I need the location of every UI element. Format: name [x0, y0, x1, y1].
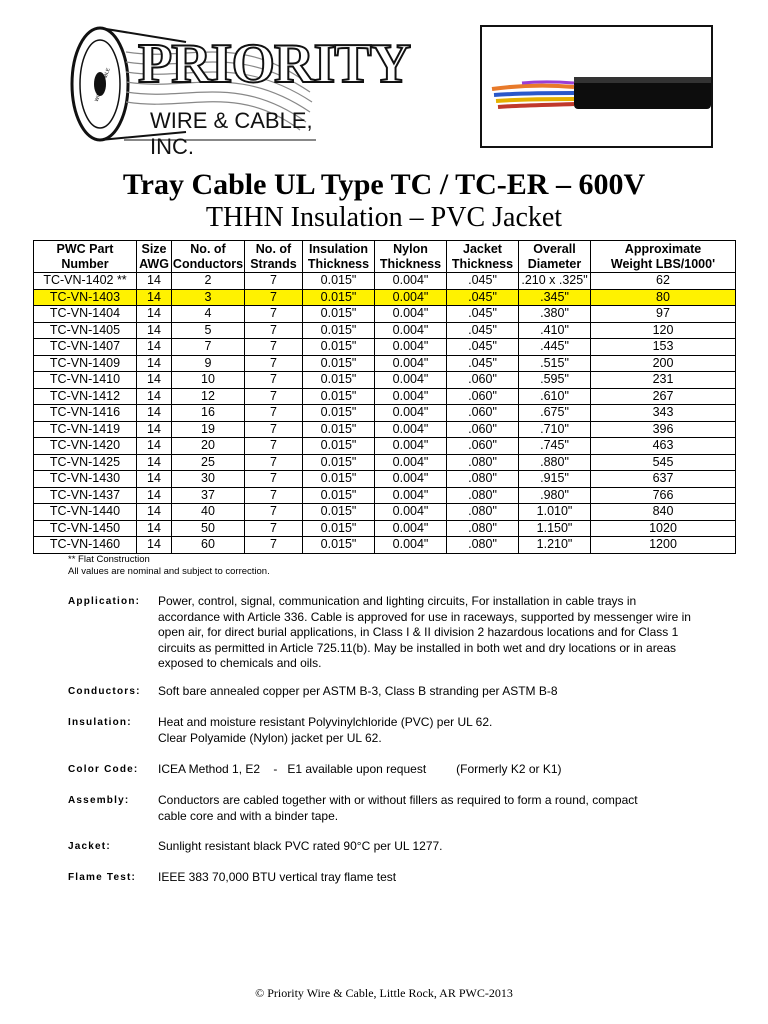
spec-text: Power, control, signal, communication and lighting circuits, For installation in cable trays in accordance with Article 336. Cable is approved for use in raceways, supported by messenger wire in open air, for direct burial applications, in Class I & II division 2 hazardous locations and for Class 1 circuits as permitted in Article 725.11(b). May be installed in both wet and dry locations or in areas exposed to chemicals and oils.	[158, 594, 691, 670]
table-cell: 14	[137, 355, 172, 372]
table-cell: 14	[137, 339, 172, 356]
table-cell: 7	[245, 504, 303, 521]
column-header-line: AWG	[139, 256, 169, 271]
spec-label: Assembly:	[68, 795, 130, 806]
table-cell: .595"	[519, 372, 591, 389]
column-header	[172, 241, 245, 273]
table-cell: .080"	[447, 471, 519, 488]
table-cell: 545	[591, 454, 736, 471]
table-cell: .080"	[447, 454, 519, 471]
spec-text: Soft bare annealed copper per ASTM B-3, Class B stranding per ASTM B-8	[158, 684, 558, 698]
table-cell: .080"	[447, 504, 519, 521]
column-header-line: Strands	[250, 256, 297, 271]
table-cell: .380"	[519, 306, 591, 323]
page-footer: © Priority Wire & Cable, Little Rock, AR PWC-2013	[255, 986, 513, 1000]
table-cell: .045"	[447, 355, 519, 372]
column-header-line: Conductors	[172, 256, 244, 271]
logo-wordmark: PRIORITY	[138, 33, 411, 95]
table-cell: .210 x .325"	[519, 273, 591, 290]
table-cell: TC-VN-1403	[34, 289, 137, 306]
column-header-line: Thickness	[451, 256, 514, 271]
table-cell: .410"	[519, 322, 591, 339]
table-cell: 7	[245, 273, 303, 290]
table-cell: 153	[591, 339, 736, 356]
table-cell: .060"	[447, 421, 519, 438]
logo-subtitle: WIRE & CABLE, INC.	[150, 108, 313, 159]
table-row	[34, 273, 736, 290]
table-cell: 7	[245, 289, 303, 306]
table-cell: .610"	[519, 388, 591, 405]
footnote-nominal: All values are nominal and subject to correction.	[68, 566, 270, 577]
table-cell: 14	[137, 322, 172, 339]
table-cell: 0.004"	[375, 306, 447, 323]
table-row	[34, 504, 736, 521]
column-header-line: Diameter	[527, 256, 582, 271]
table-cell: .060"	[447, 372, 519, 389]
column-header	[137, 241, 172, 273]
table-cell: 120	[591, 322, 736, 339]
table-cell: .045"	[447, 306, 519, 323]
table-row	[34, 454, 736, 471]
column-header	[591, 241, 736, 273]
table-cell: 7	[245, 372, 303, 389]
table-cell: 0.015"	[303, 405, 375, 422]
table-cell: 16	[172, 405, 245, 422]
table-cell: TC-VN-1425	[34, 454, 137, 471]
table-cell: TC-VN-1419	[34, 421, 137, 438]
table-row	[34, 289, 736, 306]
table-cell: 1.210"	[519, 537, 591, 554]
table-cell: 97	[591, 306, 736, 323]
table-cell: 9	[172, 355, 245, 372]
table-cell: 14	[137, 421, 172, 438]
table-cell: 343	[591, 405, 736, 422]
table-cell: TC-VN-1409	[34, 355, 137, 372]
table-cell: 0.015"	[303, 355, 375, 372]
spec-label: Conductors:	[68, 686, 141, 697]
table-cell: 637	[591, 471, 736, 488]
spec-table	[33, 240, 736, 554]
table-cell: TC-VN-1416	[34, 405, 137, 422]
table-cell: 0.015"	[303, 339, 375, 356]
table-cell: 14	[137, 520, 172, 537]
table-cell: 1.150"	[519, 520, 591, 537]
column-header-line: Thickness	[379, 256, 442, 271]
table-cell: 7	[245, 537, 303, 554]
table-cell: 463	[591, 438, 736, 455]
table-cell: 7	[245, 421, 303, 438]
table-cell: 7	[245, 405, 303, 422]
table-cell: 0.004"	[375, 537, 447, 554]
column-header	[245, 241, 303, 273]
table-cell: .880"	[519, 454, 591, 471]
table-row	[34, 355, 736, 372]
table-cell: 1200	[591, 537, 736, 554]
table-cell: 7	[245, 454, 303, 471]
table-cell: 0.015"	[303, 471, 375, 488]
spec-text: ICEA Method 1, E2 - E1 available upon request (Formerly K2 or K1)	[158, 762, 562, 776]
table-cell: 766	[591, 487, 736, 504]
table-cell: .060"	[447, 405, 519, 422]
footnote-flat: ** Flat Construction	[68, 554, 150, 565]
table-cell: 0.015"	[303, 487, 375, 504]
table-row	[34, 487, 736, 504]
table-cell: 0.015"	[303, 504, 375, 521]
spec-label: Jacket:	[68, 841, 111, 852]
spec-label: Flame Test:	[68, 872, 137, 883]
table-cell: TC-VN-1410	[34, 372, 137, 389]
column-header	[303, 241, 375, 273]
table-cell: 0.015"	[303, 306, 375, 323]
table-cell: 0.015"	[303, 289, 375, 306]
table-cell: .045"	[447, 273, 519, 290]
table-cell: TC-VN-1404	[34, 306, 137, 323]
table-cell: .045"	[447, 289, 519, 306]
table-cell: 231	[591, 372, 736, 389]
table-row	[34, 405, 736, 422]
column-header-line: No. of	[190, 242, 226, 256]
company-logo	[66, 22, 411, 159]
table-cell: TC-VN-1450	[34, 520, 137, 537]
table-cell: TC-VN-1437	[34, 487, 137, 504]
table-cell: 10	[172, 372, 245, 389]
table-cell: 7	[172, 339, 245, 356]
table-row	[34, 372, 736, 389]
column-header-line: Jacket	[463, 242, 502, 256]
table-cell: .060"	[447, 388, 519, 405]
column-header-line: Overall	[533, 242, 576, 256]
table-cell: 0.015"	[303, 421, 375, 438]
table-cell: .515"	[519, 355, 591, 372]
table-row	[34, 520, 736, 537]
table-cell: .445"	[519, 339, 591, 356]
table-cell: 7	[245, 438, 303, 455]
table-cell: 0.004"	[375, 405, 447, 422]
table-header-row	[34, 241, 736, 273]
table-cell: 20	[172, 438, 245, 455]
table-cell: 0.004"	[375, 339, 447, 356]
table-cell: 7	[245, 487, 303, 504]
table-cell: 0.004"	[375, 438, 447, 455]
table-cell: 14	[137, 471, 172, 488]
table-cell: 14	[137, 273, 172, 290]
table-cell: 7	[245, 306, 303, 323]
column-header-line: Insulation	[308, 242, 369, 256]
table-cell: 2	[172, 273, 245, 290]
table-cell: 0.015"	[303, 372, 375, 389]
table-cell: 0.015"	[303, 537, 375, 554]
table-cell: 0.015"	[303, 454, 375, 471]
column-header	[375, 241, 447, 273]
table-cell: TC-VN-1460	[34, 537, 137, 554]
column-header-line: Nylon	[393, 242, 428, 256]
table-cell: 0.015"	[303, 273, 375, 290]
table-cell: 80	[591, 289, 736, 306]
table-cell: .080"	[447, 487, 519, 504]
page-subtitle: THHN Insulation – PVC Jacket	[205, 202, 563, 233]
table-cell: 14	[137, 306, 172, 323]
table-cell: .060"	[447, 438, 519, 455]
table-cell: TC-VN-1412	[34, 388, 137, 405]
table-row	[34, 537, 736, 554]
table-row	[34, 421, 736, 438]
table-cell: 14	[137, 289, 172, 306]
table-row	[34, 339, 736, 356]
table-cell: 7	[245, 388, 303, 405]
table-cell: 14	[137, 405, 172, 422]
spec-label: Color Code:	[68, 764, 139, 775]
table-cell: 40	[172, 504, 245, 521]
table-cell: 14	[137, 454, 172, 471]
table-cell: 25	[172, 454, 245, 471]
table-cell: 0.015"	[303, 388, 375, 405]
table-cell: 0.015"	[303, 322, 375, 339]
table-cell: 200	[591, 355, 736, 372]
table-cell: 12	[172, 388, 245, 405]
table-cell: 14	[137, 372, 172, 389]
table-cell: 0.004"	[375, 322, 447, 339]
spec-text: Heat and moisture resistant Polyvinylchloride (PVC) per UL 62. Clear Polyamide (Nylon) jacket per UL 62.	[158, 715, 493, 745]
table-cell: 0.015"	[303, 520, 375, 537]
table-cell: 1020	[591, 520, 736, 537]
table-cell: 0.004"	[375, 487, 447, 504]
table-cell: 14	[137, 438, 172, 455]
table-cell: 4	[172, 306, 245, 323]
table-row	[34, 306, 736, 323]
table-cell: TC-VN-1420	[34, 438, 137, 455]
table-cell: 19	[172, 421, 245, 438]
table-cell: .980"	[519, 487, 591, 504]
table-cell: 30	[172, 471, 245, 488]
table-cell: 3	[172, 289, 245, 306]
table-row	[34, 438, 736, 455]
table-cell: TC-VN-1402 **	[34, 273, 137, 290]
table-cell: 7	[245, 471, 303, 488]
table-cell: 14	[137, 487, 172, 504]
spec-label: Insulation:	[68, 717, 132, 728]
table-cell: TC-VN-1405	[34, 322, 137, 339]
table-cell: TC-VN-1440	[34, 504, 137, 521]
column-header-line: Size	[141, 242, 167, 256]
table-cell: .675"	[519, 405, 591, 422]
column-header	[34, 241, 137, 273]
table-cell: 0.004"	[375, 372, 447, 389]
table-cell: .080"	[447, 520, 519, 537]
column-header-line: Thickness	[307, 256, 370, 271]
table-cell: 7	[245, 355, 303, 372]
table-cell: 50	[172, 520, 245, 537]
spec-label: Application:	[68, 596, 141, 607]
table-cell: 14	[137, 504, 172, 521]
column-header-line: No. of	[255, 242, 292, 256]
table-cell: 0.004"	[375, 471, 447, 488]
page-title: Tray Cable UL Type TC / TC-ER – 600V	[122, 168, 646, 201]
spool-text: WIRE & CABLE	[93, 67, 112, 103]
column-header	[519, 241, 591, 273]
table-cell: 0.004"	[375, 388, 447, 405]
table-cell: 37	[172, 487, 245, 504]
table-cell: .915"	[519, 471, 591, 488]
table-cell: 0.004"	[375, 504, 447, 521]
table-row	[34, 388, 736, 405]
table-cell: .045"	[447, 339, 519, 356]
table-cell: 840	[591, 504, 736, 521]
table-cell: 7	[245, 339, 303, 356]
table-cell: 0.004"	[375, 289, 447, 306]
table-cell: 0.004"	[375, 454, 447, 471]
table-cell: .080"	[447, 537, 519, 554]
table-cell: 1.010"	[519, 504, 591, 521]
table-row	[34, 322, 736, 339]
table-cell: .745"	[519, 438, 591, 455]
table-cell: 0.004"	[375, 355, 447, 372]
table-row	[34, 471, 736, 488]
table-cell: 60	[172, 537, 245, 554]
table-cell: .045"	[447, 322, 519, 339]
column-header-line: Weight LBS/1000'	[610, 256, 716, 271]
spec-text: Conductors are cabled together with or without fillers as required to form a round, compact cable core and with a binder tape.	[158, 793, 638, 823]
cable-photo	[480, 25, 713, 148]
table-cell: 14	[137, 388, 172, 405]
table-cell: 0.004"	[375, 421, 447, 438]
column-header-line: PWC Part	[56, 242, 114, 256]
table-cell: 7	[245, 520, 303, 537]
table-cell: 0.004"	[375, 273, 447, 290]
table-cell: 62	[591, 273, 736, 290]
table-cell: 267	[591, 388, 736, 405]
table-cell: .345"	[519, 289, 591, 306]
table-cell: TC-VN-1407	[34, 339, 137, 356]
table-cell: 5	[172, 322, 245, 339]
table-cell: 396	[591, 421, 736, 438]
table-cell: .710"	[519, 421, 591, 438]
table-cell: 0.004"	[375, 520, 447, 537]
table-cell: 0.015"	[303, 438, 375, 455]
table-cell: 14	[137, 537, 172, 554]
column-header	[447, 241, 519, 273]
table-cell: 7	[245, 322, 303, 339]
column-header-line: Number	[61, 256, 109, 271]
spec-text: Sunlight resistant black PVC rated 90°C per UL 1277.	[158, 839, 443, 853]
table-cell: TC-VN-1430	[34, 471, 137, 488]
spec-text: IEEE 383 70,000 BTU vertical tray flame test	[158, 870, 397, 884]
column-header-line: Approximate	[624, 242, 702, 256]
